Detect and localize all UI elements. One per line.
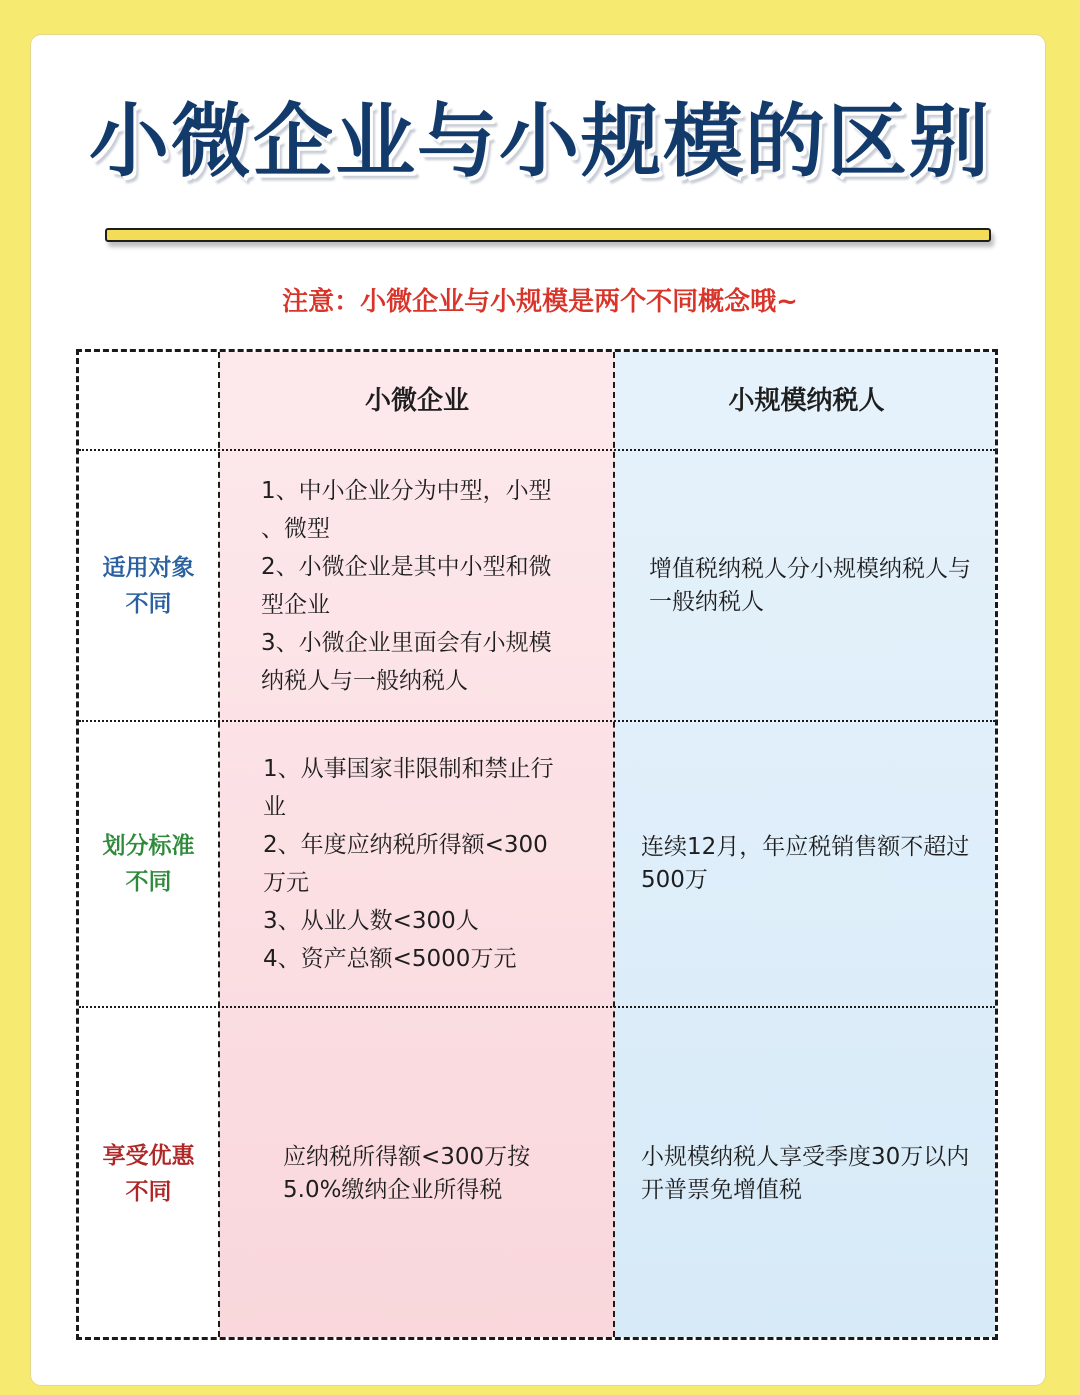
cell-small-micro-benefits: 应纳税所得额<300万按5.0%缴纳企业所得税	[283, 1144, 531, 1203]
comparison-table	[76, 349, 998, 1340]
header-small-micro: 小微企业	[364, 385, 469, 416]
line: 万元	[263, 870, 309, 896]
line: 3、小微企业里面会有小规模	[261, 629, 552, 656]
row-label-line: 划分标准	[102, 833, 195, 859]
cell-small-scale-benefits: 小规模纳税人享受季度30万以内开普票免增值税	[641, 1144, 970, 1203]
cell-text	[261, 472, 552, 700]
row-label-line: 适用对象	[102, 554, 195, 581]
line: 2、年度应纳税所得额<300	[263, 832, 548, 858]
cell-small-scale-criteria: 连续12月，年应税销售额不超过500万	[641, 834, 970, 893]
row-label-line: 不同	[125, 869, 172, 895]
line: 3、从业人数<300人	[263, 908, 479, 934]
line: 4、资产总额<5000万元	[263, 946, 517, 972]
line: 业	[263, 794, 286, 820]
notice-text: 注意：小微企业与小规模是两个不同概念哦~	[282, 287, 798, 317]
line: 1、中小企业分为中型，小型	[261, 477, 552, 504]
cell-small-micro-criteria	[219, 722, 615, 1006]
page-title: 小微企业与小规模的区别	[89, 95, 991, 188]
header-empty-cell	[79, 352, 218, 449]
row-label-criteria	[79, 722, 218, 1006]
line: 纳税人与一般纳税人	[261, 667, 468, 694]
row-label-line: 不同	[125, 590, 172, 617]
cell-small-micro-applicable	[219, 451, 615, 720]
line: 2、小微企业是其中小型和微	[261, 553, 552, 580]
row-label-applicable	[79, 451, 218, 720]
line: 、微型	[261, 515, 330, 542]
cell-small-scale-applicable: 增值税纳税人分小规模纳税人与一般纳税人	[649, 555, 971, 615]
row-label-line: 享受优惠	[102, 1143, 195, 1169]
header-small-scale: 小规模纳税人	[728, 385, 885, 416]
row-label-line: 不同	[125, 1179, 172, 1205]
title-underline	[105, 228, 991, 242]
row-label-benefits	[79, 1008, 218, 1340]
cell-text	[263, 750, 554, 978]
line: 1、从事国家非限制和禁止行	[263, 756, 554, 782]
line: 型企业	[261, 591, 330, 618]
